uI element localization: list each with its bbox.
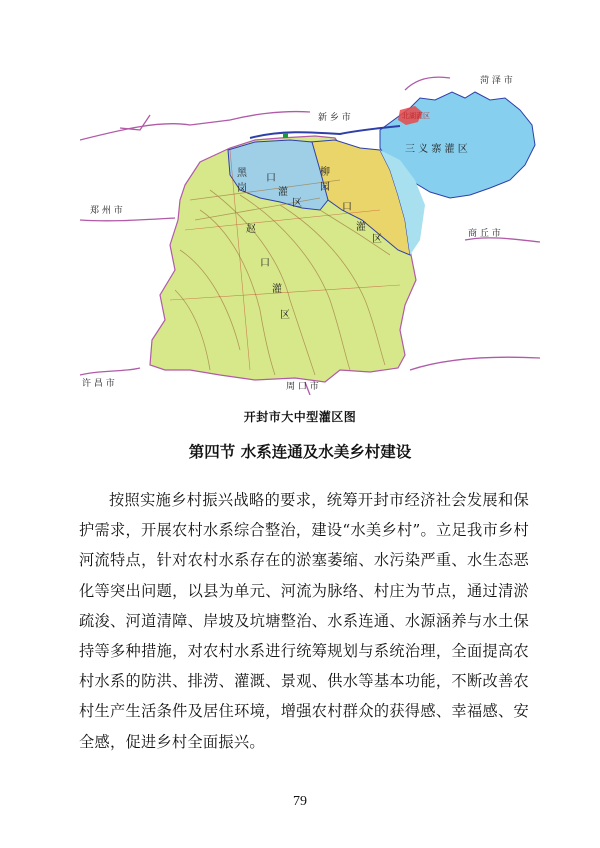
district-label-zhaokou-4: 区 — [280, 310, 290, 321]
body-paragraph: 按照实施乡村振兴战略的要求，统筹开封市经济社会发展和保护需求，开展农村水系综合整治，建设“水美乡村”。立足我市乡村河流特点，针对农村水系存在的淤塞萎缩、水污染严重、水生态恶化等突出问题，以县为单元、河流为脉络、村庄为节点，通过清淤疏浚、河道清障、岸坡及坑塘整治、水系连通、水源涵养与水土保持等多种措施，对农村水系进行统筹规划与系统治理，全面提高农村水系的防洪、排涝、灌溉、景观、供水等基本功能，不断改善农村生产生活条件及居住环境，增强农村群众的获得感、幸福感、安全感，促进乡村全面振兴。 — [79, 491, 529, 751]
district-label-sanyizhai: 三 义 寨 灌 区 — [405, 144, 468, 155]
district-label-beihu: 北湖灌区 — [402, 112, 430, 120]
city-label-zhoukou: 周 口 市 — [286, 382, 319, 392]
yellow-river — [250, 126, 400, 138]
page-number: 79 — [293, 794, 307, 809]
city-label-xuchang: 许 昌 市 — [82, 379, 115, 389]
district-label-liuyuankou-1: 柳 — [320, 167, 330, 178]
district-label-heigangkou-5: 区 — [292, 198, 302, 209]
district-label-heigangkou-2: 岗 — [237, 183, 247, 194]
city-label-zhengzhou: 郑 州 市 — [90, 206, 123, 216]
district-label-zhaokou-2: 口 — [260, 258, 270, 269]
district-label-heigangkou-1: 黑 — [237, 168, 247, 179]
district-label-liuyuankou-5: 区 — [372, 234, 382, 245]
section-title: 第四节 水系连通及水美乡村建设 — [188, 443, 412, 461]
district-label-zhaokou-1: 赵 — [246, 224, 256, 235]
district-label-zhaokou-3: 灌 — [272, 284, 282, 295]
district-label-liuyuankou-4: 灌 — [356, 222, 366, 233]
headwork-marker — [283, 133, 288, 138]
district-label-liuyuankou-2: 园 — [320, 182, 330, 193]
district-label-heigangkou-4: 灌 — [278, 187, 288, 198]
city-label-xinxiang: 新 乡 市 — [318, 113, 351, 123]
map-caption: 开封市大中型灌区图 — [243, 410, 357, 424]
district-label-heigangkou-3: 口 — [266, 173, 276, 184]
city-label-heze: 菏 泽 市 — [480, 76, 513, 86]
district-label-liuyuankou-3: 口 — [342, 202, 352, 213]
city-label-shangqiu: 商 丘 市 — [468, 229, 501, 239]
irrigation-map — [80, 70, 540, 395]
